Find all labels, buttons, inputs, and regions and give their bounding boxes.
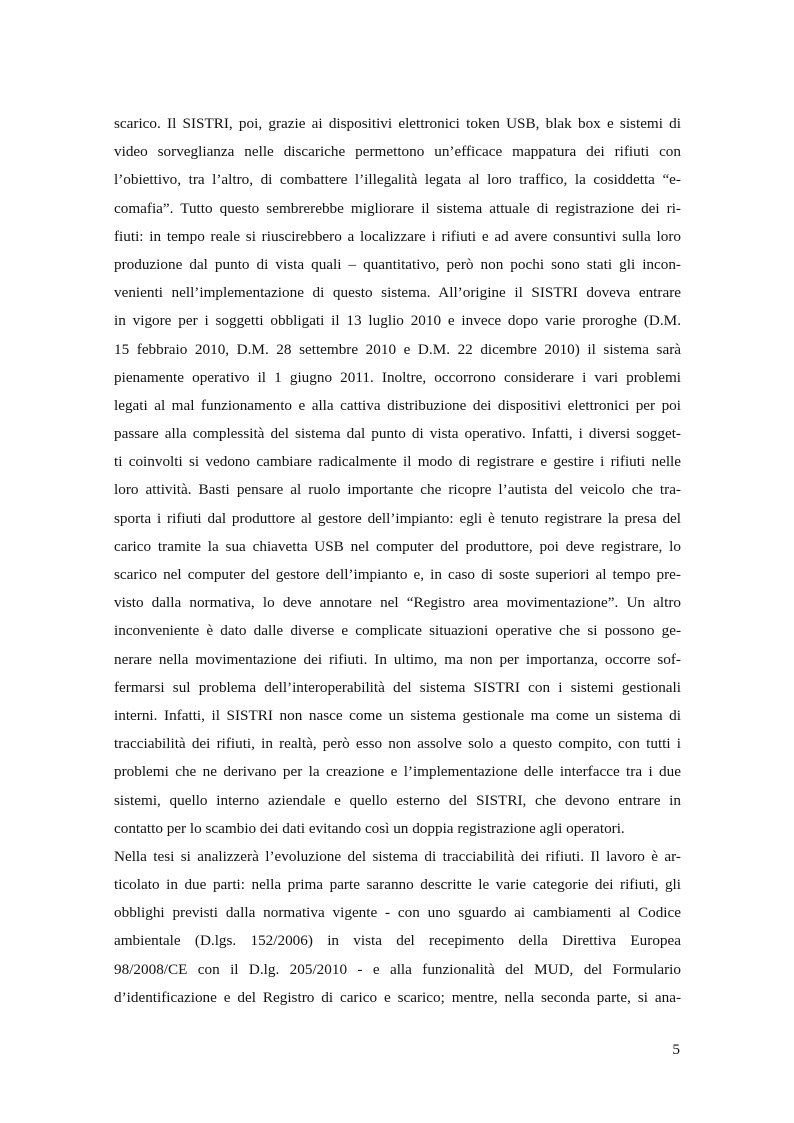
text-line: problemi che ne derivano per la creazione e l’implementazione delle interfacce tra i due: [114, 763, 681, 781]
text-line: scarico. Il SISTRI, poi, grazie ai dispositivi elettronici token USB, blak box e sistemi di: [114, 115, 681, 132]
page-number: 5: [672, 1041, 680, 1058]
text-line: video sorveglianza nelle discariche permettono un’efficace mappatura dei rifiuti con: [114, 143, 681, 161]
text-line: 15 febbraio 2010, D.M. 28 settembre 2010 e D.M. 22 dicembre 2010) il sistema sarà: [114, 340, 681, 358]
text-line: tracciabilità dei rifiuti, in realtà, però esso non assolve solo a questo compito, con tutti i: [114, 735, 681, 753]
text-line: ticolato in due parti: nella prima parte saranno descritte le varie categorie dei rifiuti, gli: [114, 876, 681, 894]
text-line: ambientale (D.lgs. 152/2006) in vista del recepimento della Direttiva Europea: [114, 932, 681, 950]
text-line: interni. Infatti, il SISTRI non nasce come un sistema gestionale ma come un sistema di: [114, 706, 681, 724]
text-line: produzione dal punto di vista quali – quantitativo, però non pochi sono stati gli incon-: [114, 255, 681, 273]
text-line: sistemi, quello interno aziendale e quello esterno del SISTRI, che devono entrare in: [114, 791, 681, 809]
text-line: legati al mal funzionamento e alla cattiva distribuzione dei dispositivi elettronici per poi: [114, 396, 681, 414]
text-line: nerare nella movimentazione dei rifiuti. In ultimo, ma non per importanza, occorre sof-: [114, 650, 681, 668]
text-line: scarico nel computer del gestore dell’impianto e, in caso di soste superiori al tempo pre-: [114, 566, 681, 583]
text-line: fiuti: in tempo reale si riuscirebbero a localizzare i rifiuti e ad avere consuntivi sulla loro: [114, 227, 681, 245]
paragraph: [114, 843, 681, 1012]
text-line: d’identificazione e del Registro di carico e scarico; mentre, nella seconda parte, si ana-: [114, 988, 681, 1006]
text-line: ti coinvolti si vedono cambiare radicalmente il modo di registrare e gestire i rifiuti nelle: [114, 453, 681, 471]
text-line: venienti nell’implementazione di questo sistema. All’origine il SISTRI doveva entrare: [114, 284, 681, 302]
text-line: l’obiettivo, tra l’altro, di combattere l’illegalità legata al loro traffico, la cosiddetta “e-: [114, 171, 681, 189]
text-line: contatto per lo scambio dei dati evitando così un doppia registrazione agli operatori.: [114, 819, 625, 837]
text-line: 98/2008/CE con il D.lg. 205/2010 - e alla funzionalità del MUD, del Formulario: [114, 960, 681, 978]
paragraph: [114, 110, 681, 843]
text-line: passare alla complessità del sistema dal punto di vista operativo. Infatti, i diversi sogget-: [114, 425, 681, 443]
text-line: fermarsi sul problema dell’interoperabilità del sistema SISTRI con i sistemi gestionali: [114, 678, 681, 696]
text-line: in vigore per i soggetti obbligati il 13 luglio 2010 e invece dopo varie proroghe (D.M.: [114, 312, 681, 330]
text-line: obblighi previsti dalla normativa vigente - con uno sguardo ai cambiamenti al Codice: [114, 904, 681, 922]
text-line: inconveniente è dato dalle diverse e complicate situazioni operative che si possono ge-: [114, 622, 681, 640]
text-line: carico tramite la sua chiavetta USB nel computer del produttore, poi deve registrare, lo: [114, 537, 681, 555]
text-line: Nella tesi si analizzerà l’evoluzione del sistema di tracciabilità dei rifiuti. Il lavoro è ar-: [114, 847, 681, 865]
text-line: visto dalla normativa, lo deve annotare nel “Registro area movimentazione”. Un altro: [114, 594, 681, 612]
text-line: pienamente operativo il 1 giugno 2011. Inoltre, occorrono considerare i vari problemi: [114, 368, 681, 386]
text-line: loro attività. Basti pensare al ruolo importante che ricopre l’autista del veicolo che tra-: [114, 481, 681, 499]
text-line: sporta i rifiuti dal produttore al gestore dell’impianto: egli è tenuto registrare la presa del: [114, 509, 681, 527]
text-line: comafia”. Tutto questo sembrerebbe migliorare il sistema attuale di registrazione dei ri-: [114, 199, 681, 217]
body-text: [114, 110, 681, 1012]
